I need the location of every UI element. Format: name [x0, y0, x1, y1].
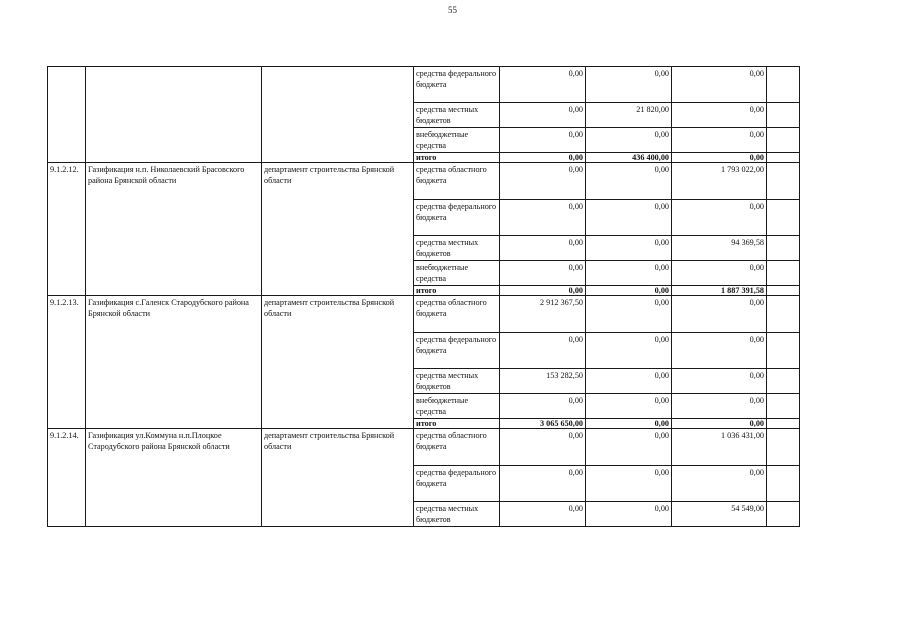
amount-cell-1: 0,00 — [500, 333, 586, 369]
amount-cell-2: 21 820,00 — [586, 103, 672, 128]
extra-cell — [767, 153, 800, 163]
amount-cell-1: 0,00 — [500, 67, 586, 103]
amount-cell-3: 0,00 — [672, 369, 767, 394]
amount-cell-1: 0,00 — [500, 286, 586, 296]
funding-source: итого — [414, 153, 500, 163]
funding-source: средства местных бюджетов — [414, 369, 500, 394]
amount-cell-1: 0,00 — [500, 236, 586, 261]
amount-cell-1: 0,00 — [500, 466, 586, 502]
amount-cell-3: 0,00 — [672, 394, 767, 419]
funding-source: средства федерального бюджета — [414, 67, 500, 103]
funding-source: средства федерального бюджета — [414, 200, 500, 236]
amount-cell-3: 94 369,58 — [672, 236, 767, 261]
budget-table — [47, 66, 800, 527]
amount-cell-1: 0,00 — [500, 502, 586, 527]
amount-cell-2: 0,00 — [586, 200, 672, 236]
amount-cell-2: 0,00 — [586, 429, 672, 466]
amount-cell-1: 0,00 — [500, 429, 586, 466]
amount-cell-2: 0,00 — [586, 369, 672, 394]
amount-cell-1: 0,00 — [500, 200, 586, 236]
amount-cell-1: 0,00 — [500, 394, 586, 419]
item-name — [86, 67, 262, 163]
amount-cell-2: 0,00 — [586, 67, 672, 103]
funding-source: итого — [414, 286, 500, 296]
extra-cell — [767, 103, 800, 128]
table-body — [48, 67, 800, 527]
amount-cell-2: 0,00 — [586, 296, 672, 333]
amount-cell-3: 1 887 391,58 — [672, 286, 767, 296]
amount-cell-2: 0,00 — [586, 286, 672, 296]
amount-cell-2: 0,00 — [586, 163, 672, 200]
amount-cell-3: 1 036 431,00 — [672, 429, 767, 466]
amount-cell-3: 0,00 — [672, 296, 767, 333]
amount-cell-3: 0,00 — [672, 200, 767, 236]
amount-cell-1: 0,00 — [500, 128, 586, 153]
extra-cell — [767, 369, 800, 394]
amount-cell-1: 0,00 — [500, 103, 586, 128]
funding-source: внебюджетные средства — [414, 261, 500, 286]
funding-source: внебюджетные средства — [414, 128, 500, 153]
amount-cell-2: 0,00 — [586, 419, 672, 429]
funding-source: средства местных бюджетов — [414, 236, 500, 261]
extra-cell — [767, 466, 800, 502]
amount-cell-3: 0,00 — [672, 419, 767, 429]
amount-cell-1: 0,00 — [500, 261, 586, 286]
amount-cell-3: 54 549,00 — [672, 502, 767, 527]
amount-cell-1: 153 282,50 — [500, 369, 586, 394]
amount-cell-3: 0,00 — [672, 128, 767, 153]
item-code: 9.1.2.12. — [48, 163, 86, 296]
amount-cell-2: 0,00 — [586, 261, 672, 286]
amount-cell-3: 0,00 — [672, 333, 767, 369]
funding-source: средства областного бюджета — [414, 296, 500, 333]
amount-cell-2: 0,00 — [586, 466, 672, 502]
table-row — [48, 67, 800, 103]
funding-source: внебюджетные средства — [414, 394, 500, 419]
amount-cell-1: 0,00 — [500, 153, 586, 163]
amount-cell-3: 0,00 — [672, 261, 767, 286]
extra-cell — [767, 67, 800, 103]
table-row — [48, 163, 800, 200]
item-code: 9.1.2.13. — [48, 296, 86, 429]
funding-source: средства местных бюджетов — [414, 502, 500, 527]
amount-cell-3: 0,00 — [672, 153, 767, 163]
extra-cell — [767, 394, 800, 419]
item-executor — [262, 67, 414, 163]
funding-source: итого — [414, 419, 500, 429]
extra-cell — [767, 163, 800, 200]
extra-cell — [767, 502, 800, 527]
amount-cell-2: 436 400,00 — [586, 153, 672, 163]
extra-cell — [767, 429, 800, 466]
item-code — [48, 67, 86, 163]
funding-source: средства федерального бюджета — [414, 466, 500, 502]
extra-cell — [767, 236, 800, 261]
item-executor: департамент строительства Брянской области — [262, 163, 414, 296]
amount-cell-3: 0,00 — [672, 67, 767, 103]
funding-source: средства федерального бюджета — [414, 333, 500, 369]
item-executor: департамент строительства Брянской области — [262, 296, 414, 429]
extra-cell — [767, 333, 800, 369]
item-name: Газификация ул.Коммуна н.п.Плоцкое Стародубского района Брянской области — [86, 429, 262, 527]
amount-cell-2: 0,00 — [586, 128, 672, 153]
extra-cell — [767, 200, 800, 236]
amount-cell-1: 2 912 367,50 — [500, 296, 586, 333]
funding-source: средства областного бюджета — [414, 429, 500, 466]
extra-cell — [767, 286, 800, 296]
funding-source: средства областного бюджета — [414, 163, 500, 200]
table-row — [48, 429, 800, 466]
extra-cell — [767, 128, 800, 153]
amount-cell-3: 0,00 — [672, 466, 767, 502]
amount-cell-2: 0,00 — [586, 333, 672, 369]
amount-cell-2: 0,00 — [586, 394, 672, 419]
amount-cell-2: 0,00 — [586, 502, 672, 527]
funding-source: средства местных бюджетов — [414, 103, 500, 128]
item-name: Газификация с.Галенск Стародубского района Брянской области — [86, 296, 262, 429]
amount-cell-1: 0,00 — [500, 163, 586, 200]
item-name: Газификация н.п. Николаевский Брасовского района Брянской области — [86, 163, 262, 296]
page-number: 55 — [448, 5, 457, 15]
item-executor: департамент строительства Брянской области — [262, 429, 414, 527]
amount-cell-3: 1 793 022,00 — [672, 163, 767, 200]
extra-cell — [767, 261, 800, 286]
amount-cell-2: 0,00 — [586, 236, 672, 261]
extra-cell — [767, 419, 800, 429]
amount-cell-1: 3 065 650,00 — [500, 419, 586, 429]
extra-cell — [767, 296, 800, 333]
item-code: 9.1.2.14. — [48, 429, 86, 527]
table-row — [48, 296, 800, 333]
amount-cell-3: 0,00 — [672, 103, 767, 128]
